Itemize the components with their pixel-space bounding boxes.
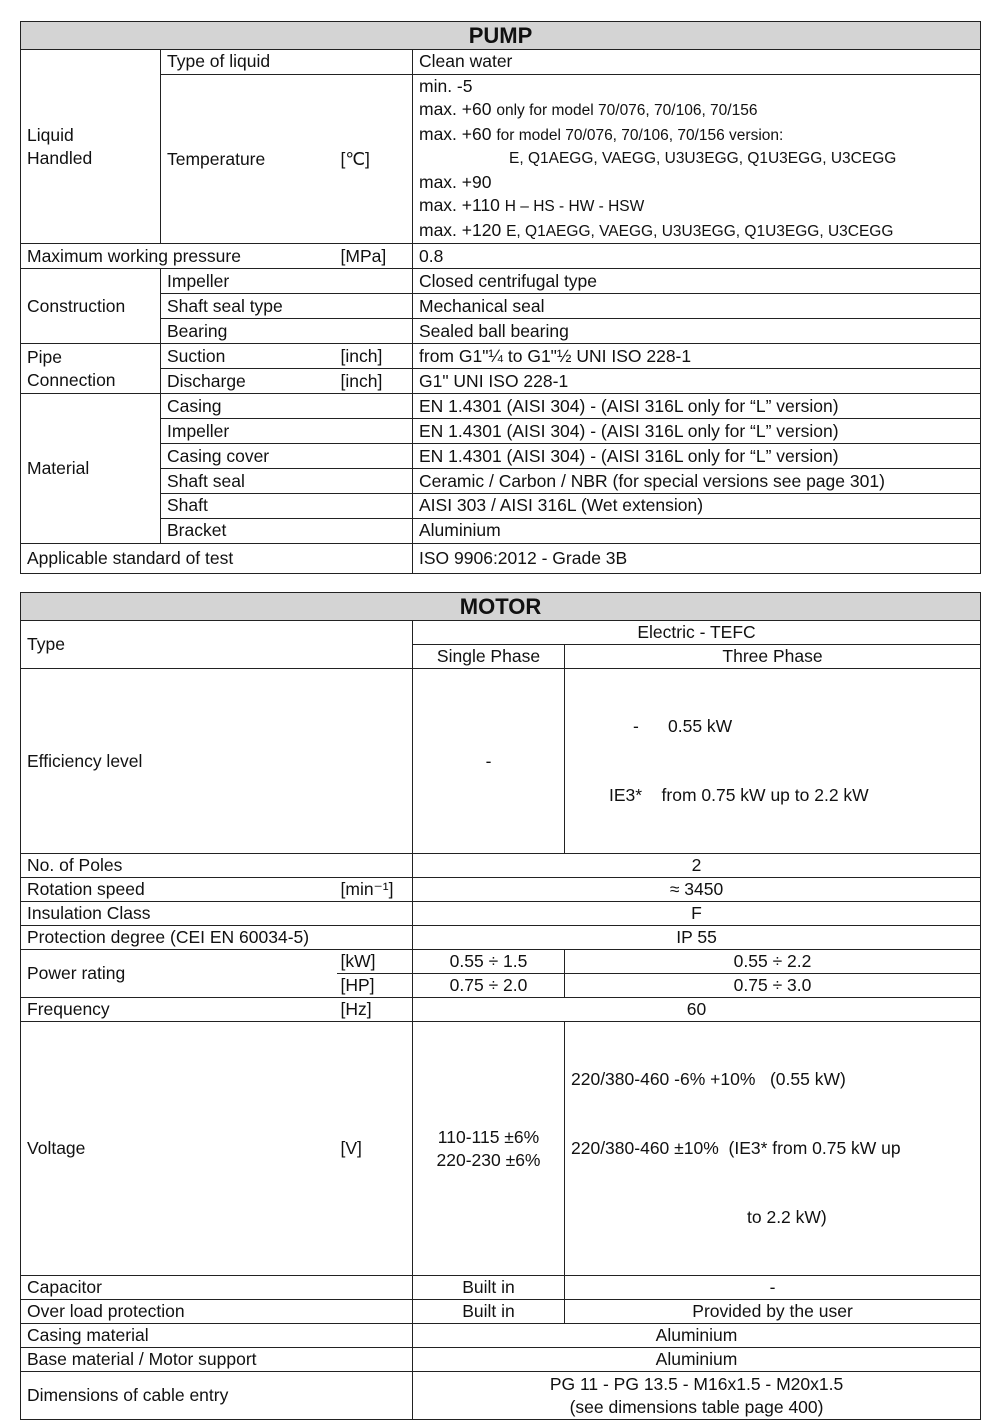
power-kw-unit: [kW] xyxy=(337,950,413,974)
casing-material-label: Casing material xyxy=(21,1324,413,1348)
material-impeller-value: EN 1.4301 (AISI 304) - (AISI 316L only for “L” version) xyxy=(413,419,981,444)
type-value: Electric - TEFC xyxy=(413,621,981,645)
voltage-three: 220/380-460 -6% +10% (0.55 kW) 220/380-460 ±10% (IE3* from 0.75 kW up to 2.2 kW) xyxy=(565,1022,981,1276)
temperature-unit: [℃] xyxy=(337,74,413,244)
max-pressure-value: 0.8 xyxy=(413,244,981,269)
temp-line-0: min. -5 xyxy=(419,75,473,96)
pipe-connection-label: Pipe Connection xyxy=(21,344,161,394)
power-kw-single: 0.55 ÷ 1.5 xyxy=(413,950,565,974)
discharge-unit: [inch] xyxy=(337,369,413,394)
motor-table xyxy=(20,592,981,1420)
construction-bearing-label: Bearing xyxy=(161,319,413,344)
frequency-label: Frequency xyxy=(21,998,337,1022)
cable-entry-value: PG 11 - PG 13.5 - M16x1.5 - M20x1.5 (see dimensions table page 400) xyxy=(413,1372,981,1420)
overload-single: Built in xyxy=(413,1300,565,1324)
poles-value: 2 xyxy=(413,854,981,878)
insulation-label: Insulation Class xyxy=(21,902,413,926)
material-casing-cover-value: EN 1.4301 (AISI 304) - (AISI 316L only for “L” version) xyxy=(413,444,981,469)
base-material-value: Aluminium xyxy=(413,1348,981,1372)
efficiency-three: - 0.55 kW IE3* from 0.75 kW up to 2.2 kW xyxy=(565,669,981,854)
standard-label: Applicable standard of test xyxy=(21,544,413,574)
single-phase-header: Single Phase xyxy=(413,645,565,669)
material-shaft-seal-label: Shaft seal xyxy=(161,469,413,494)
type-of-liquid-value: Clean water xyxy=(413,50,981,75)
casing-material-value: Aluminium xyxy=(413,1324,981,1348)
construction-label: Construction xyxy=(21,269,161,344)
voltage-unit: [V] xyxy=(337,1022,413,1276)
power-hp-unit: [HP] xyxy=(337,974,413,998)
voltage-label: Voltage xyxy=(21,1022,337,1276)
temp-line-6: max. +120 E, Q1AEGG, VAEGG, U3U3EGG, Q1U3EGG, U3CEGG xyxy=(419,219,894,240)
discharge-label: Discharge xyxy=(161,369,337,394)
capacitor-label: Capacitor xyxy=(21,1276,413,1300)
insulation-value: F xyxy=(413,902,981,926)
temperature-values xyxy=(413,74,981,244)
material-label: Material xyxy=(21,394,161,544)
suction-unit: [inch] xyxy=(337,344,413,369)
frequency-unit: [Hz] xyxy=(337,998,413,1022)
suction-label: Suction xyxy=(161,344,337,369)
cable-entry-label: Dimensions of cable entry xyxy=(21,1372,413,1420)
temp-line-2: max. +60 for model 70/076, 70/106, 70/156 version: xyxy=(419,123,784,144)
overload-three: Provided by the user xyxy=(565,1300,981,1324)
efficiency-label: Efficiency level xyxy=(21,669,413,854)
construction-impeller-label: Impeller xyxy=(161,269,413,294)
construction-shaft-seal-label: Shaft seal type xyxy=(161,294,413,319)
pump-title: PUMP xyxy=(21,22,981,50)
construction-shaft-seal-value: Mechanical seal xyxy=(413,294,981,319)
power-hp-three: 0.75 ÷ 3.0 xyxy=(565,974,981,998)
overload-label: Over load protection xyxy=(21,1300,413,1324)
material-casing-cover-label: Casing cover xyxy=(161,444,413,469)
temperature-label: Temperature xyxy=(161,74,337,244)
temp-line-4: max. +90 xyxy=(419,171,492,192)
temp-line-3: E, Q1AEGG, VAEGG, U3U3EGG, Q1U3EGG, U3CEGG xyxy=(509,150,897,168)
power-kw-three: 0.55 ÷ 2.2 xyxy=(565,950,981,974)
type-label: Type xyxy=(21,621,413,669)
pump-table xyxy=(20,21,981,574)
capacitor-single: Built in xyxy=(413,1276,565,1300)
standard-value: ISO 9906:2012 - Grade 3B xyxy=(413,544,981,574)
protection-label: Protection degree (CEI EN 60034-5) xyxy=(21,926,413,950)
material-shaft-seal-value: Ceramic / Carbon / NBR (for special versions see page 301) xyxy=(413,469,981,494)
speed-unit: [min⁻¹] xyxy=(337,878,413,902)
three-phase-header: Three Phase xyxy=(565,645,981,669)
material-bracket-value: Aluminium xyxy=(413,518,981,543)
temp-line-1: max. +60 only for model 70/076, 70/106, 70/156 xyxy=(419,99,758,120)
frequency-value: 60 xyxy=(413,998,981,1022)
construction-bearing-value: Sealed ball bearing xyxy=(413,319,981,344)
liquid-handled-label: Liquid Handled xyxy=(21,50,161,244)
suction-value: from G1"¼ to G1"½ UNI ISO 228-1 xyxy=(413,344,981,369)
base-material-label: Base material / Motor support xyxy=(21,1348,413,1372)
material-shaft-label: Shaft xyxy=(161,493,413,518)
power-hp-single: 0.75 ÷ 2.0 xyxy=(413,974,565,998)
type-of-liquid-label: Type of liquid xyxy=(161,50,413,75)
discharge-value: G1" UNI ISO 228-1 xyxy=(413,369,981,394)
material-casing-value: EN 1.4301 (AISI 304) - (AISI 316L only for “L” version) xyxy=(413,394,981,419)
power-label: Power rating xyxy=(21,950,337,998)
material-impeller-label: Impeller xyxy=(161,419,413,444)
max-pressure-unit: [MPa] xyxy=(337,244,413,269)
material-casing-label: Casing xyxy=(161,394,413,419)
poles-label: No. of Poles xyxy=(21,854,413,878)
voltage-single: 110-115 ±6% 220-230 ±6% xyxy=(413,1022,565,1276)
efficiency-single: - xyxy=(413,669,565,854)
speed-value: ≈ 3450 xyxy=(413,878,981,902)
construction-impeller-value: Closed centrifugal type xyxy=(413,269,981,294)
speed-label: Rotation speed xyxy=(21,878,337,902)
max-pressure-label: Maximum working pressure xyxy=(21,244,337,269)
protection-value: IP 55 xyxy=(413,926,981,950)
material-bracket-label: Bracket xyxy=(161,518,413,543)
temp-line-5: max. +110 H – HS - HW - HSW xyxy=(419,195,645,216)
material-shaft-value: AISI 303 / AISI 316L (Wet extension) xyxy=(413,493,981,518)
capacitor-three: - xyxy=(565,1276,981,1300)
motor-title: MOTOR xyxy=(21,593,981,621)
